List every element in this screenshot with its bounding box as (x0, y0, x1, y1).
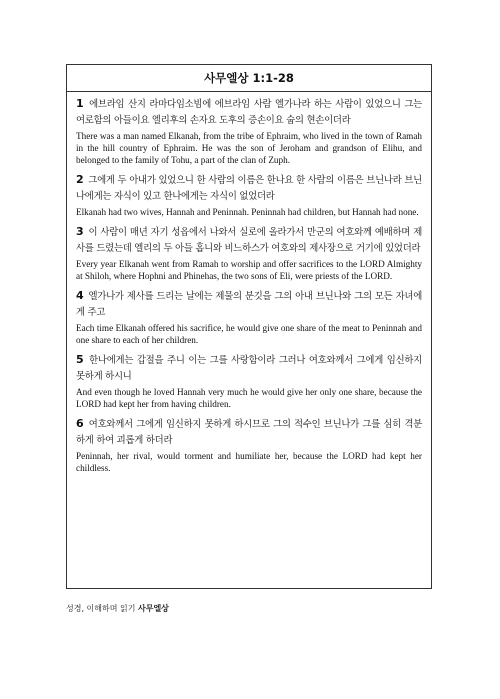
verse-2 (76, 172, 422, 218)
verse-korean (76, 172, 422, 205)
verse-number: 4 (76, 289, 84, 302)
verse-list (67, 92, 431, 474)
verse-english-text: Each time Elkanah offered his sacrifice, he would give one share of the meat to Peninnah and one share to each of her children. (76, 323, 422, 345)
verse-korean-text: 그에게 두 아내가 있었으니 한 사람의 이름은 한나요 한 사람의 이름은 브닌나라 브닌나에게는 자식이 있고 한나에게는 자식이 없었더라 (76, 175, 422, 202)
verse-english-text: And even though he loved Hannah very much he would give her only one share, because the LORD had kept her from having children. (76, 387, 422, 409)
verse-5 (76, 352, 422, 410)
page-footer (66, 603, 169, 614)
verse-6 (76, 416, 422, 474)
footer-book: 사무엘상 (138, 604, 169, 613)
verse-korean-text: 이 사람이 매년 자기 성읍에서 나와서 실로에 올라가서 만군의 여호와께 예배하며 제사를 드렸는데 엘리의 두 아들 홉니와 비느하스가 여호와의 제사장으로 거기에 있었더라 (76, 227, 423, 254)
verse-korean (76, 352, 422, 385)
verse-korean-text: 에브라임 산지 라마다임소빔에 에브라임 사람 엘가나라 하는 사람이 있었으니 그는 여로함의 아들이요 엘리후의 손자요 도후의 증손이요 숩의 현손이더라 (76, 99, 422, 126)
verse-korean (76, 96, 422, 129)
verse-number: 5 (76, 353, 84, 366)
passage-title: 사무엘상 1:1-28 (67, 65, 431, 92)
verse-korean-text: 한나에게는 갑절을 주니 이는 그를 사랑함이라 그러나 여호와께서 그에게 임신하지 못하게 하시니 (76, 355, 422, 382)
verse-english-text: Every year Elkanah went from Ramah to worship and offer sacrifices to the LORD Almighty at Shiloh, where Hophni and Phinehas, the two sons of Eli, were priests of the LORD. (76, 259, 422, 281)
verse-english-text: Peninnah, her rival, would torment and humiliate her, because the LORD had kept her childless. (76, 451, 422, 473)
verse-korean (76, 416, 422, 449)
verse-number: 3 (76, 225, 84, 238)
verse-korean (76, 224, 422, 257)
page-frame (66, 64, 432, 589)
verse-korean-text: 엘가나가 제사를 드리는 날에는 제물의 분깃을 그의 아내 브닌나와 그의 모든 자녀에게 주고 (76, 291, 423, 318)
footer-series: 성경, 이해하며 읽기 (66, 604, 138, 613)
verse-1 (76, 96, 422, 166)
verse-english-text: Elkanah had two wives, Hannah and Peninnah. Peninnah had children, but Hannah had none. (76, 207, 419, 217)
verse-number: 1 (76, 97, 84, 110)
verse-number: 2 (76, 173, 84, 186)
verse-korean (76, 288, 422, 321)
verse-number: 6 (76, 417, 84, 430)
verse-korean-text: 여호와께서 그에게 임신하지 못하게 하시므로 그의 적수인 브닌나가 그를 심히 격분하게 하여 괴롭게 하더라 (76, 419, 423, 446)
verse-4 (76, 288, 422, 346)
verse-english-text: There was a man named Elkanah, from the tribe of Ephraim, who lived in the town of Ramah in the hill country of Ephraim. He was the son of Jeroham and grandson of Elihu, and belonged to the family of Tohu, a part of the clan of Zuph. (76, 131, 422, 165)
verse-3 (76, 224, 422, 282)
